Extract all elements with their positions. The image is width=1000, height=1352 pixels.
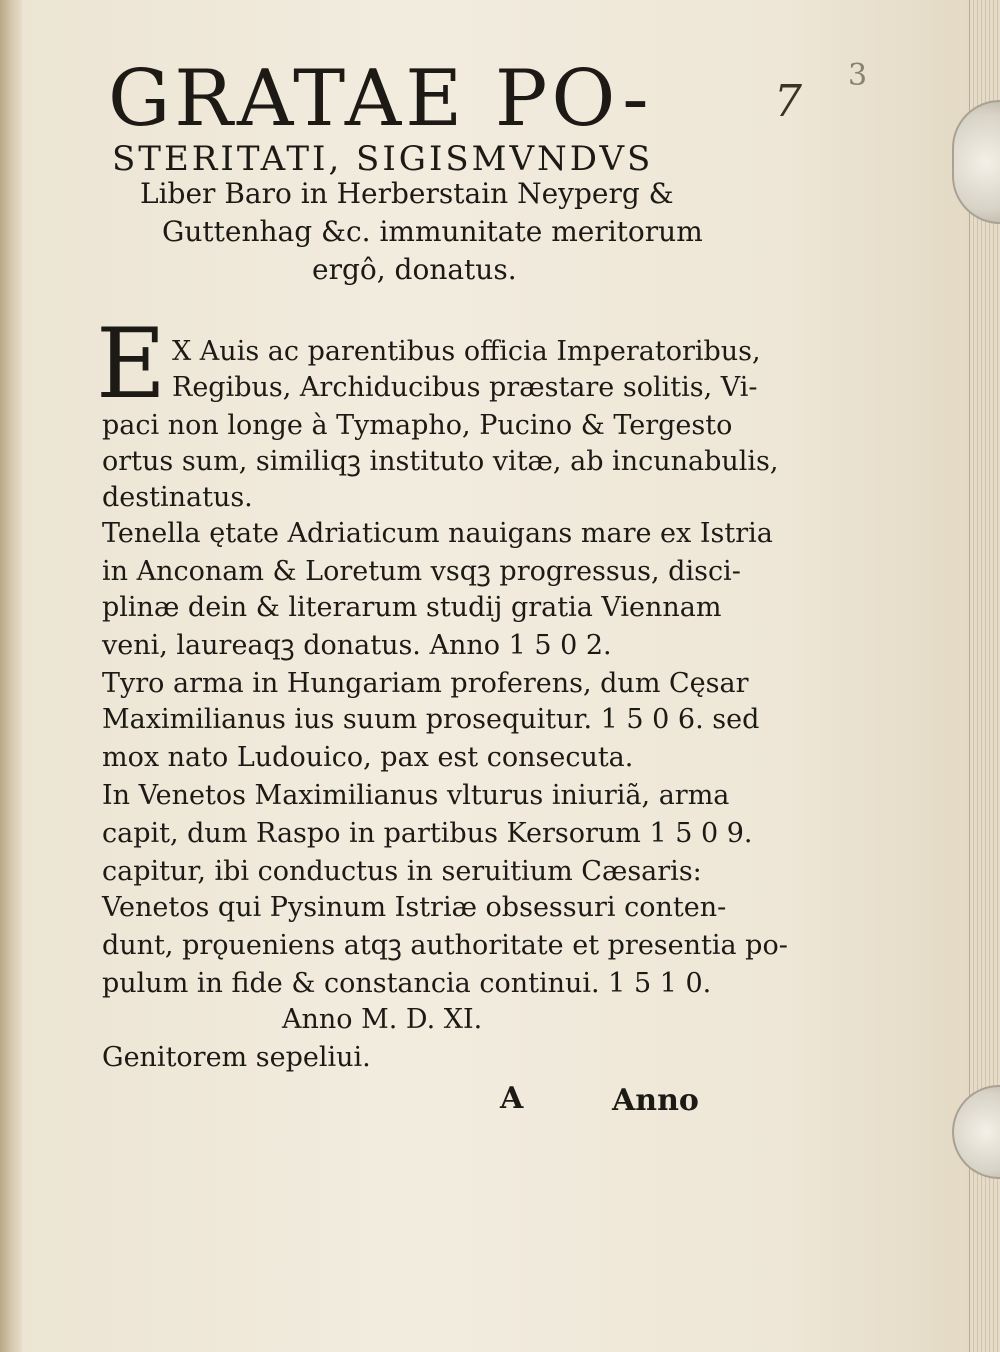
subtitle-line: Liber Baro in Herberstain Neyperg & xyxy=(140,177,674,210)
body-line: plinæ dein & literarum studij gratia Viennam xyxy=(102,592,722,623)
body-line: capitur, ibi conductus in seruitium Cæsaris: xyxy=(102,856,702,887)
subtitle-line: Guttenhag &c. immunitate meritorum xyxy=(162,215,703,248)
body-line: destinatus. xyxy=(102,482,253,513)
body-line: ortus sum, similiqꝫ instituto vitæ, ab incunabulis, xyxy=(102,446,779,477)
page xyxy=(22,0,972,1352)
body-line: Regibus, Archiducibus præstare solitis, Vi- xyxy=(172,372,758,403)
folio-number-ink: 7 xyxy=(774,76,802,127)
folio-number-pencil: 3 xyxy=(848,58,868,93)
body-line: Genitorem sepeliui. xyxy=(102,1042,371,1073)
body-line: pulum in fide & constancia continui. 1 5 1 0. xyxy=(102,968,712,999)
title-small: STERITATI, SIGISMVNDVS xyxy=(112,139,654,179)
subtitle-line: ergô, donatus. xyxy=(312,253,517,286)
body-line: paci non longe à Tymapho, Pucino & Tergesto xyxy=(102,410,733,441)
title-large: GRATAE PO- xyxy=(108,54,653,144)
body-line: Anno M. D. XI. xyxy=(282,1004,483,1035)
drop-cap: E xyxy=(96,308,167,420)
body-line: in Anconam & Loretum vsqꝫ progressus, disci- xyxy=(102,556,741,587)
body-line: dunt, prǫueniens atqꝫ authoritate et presentia po- xyxy=(102,930,788,961)
left-page-edge xyxy=(0,0,23,1352)
body-line: X Auis ac parentibus officia Imperatoribus, xyxy=(172,336,761,367)
catchword: Anno xyxy=(612,1083,699,1118)
body-line: capit, dum Raspo in partibus Kersorum 1 5 0 9. xyxy=(102,818,753,849)
body-line: mox nato Ludouico, pax est consecuta. xyxy=(102,742,634,773)
body-line: In Venetos Maximilianus vlturus iniuriã, arma xyxy=(102,780,730,811)
body-line: Tenella ętate Adriaticum nauigans mare ex Istria xyxy=(102,518,773,549)
body-line: Tyro arma in Hungariam proferens, dum Cęsar xyxy=(102,668,749,699)
signature-mark: A xyxy=(500,1081,524,1116)
body-line: veni, laureaqꝫ donatus. Anno 1 5 0 2. xyxy=(102,630,612,661)
body-line: Maximilianus ius suum prosequitur. 1 5 0 6. sed xyxy=(102,704,760,735)
body-line: Venetos qui Pysinum Istriæ obsessuri conten- xyxy=(102,892,727,923)
